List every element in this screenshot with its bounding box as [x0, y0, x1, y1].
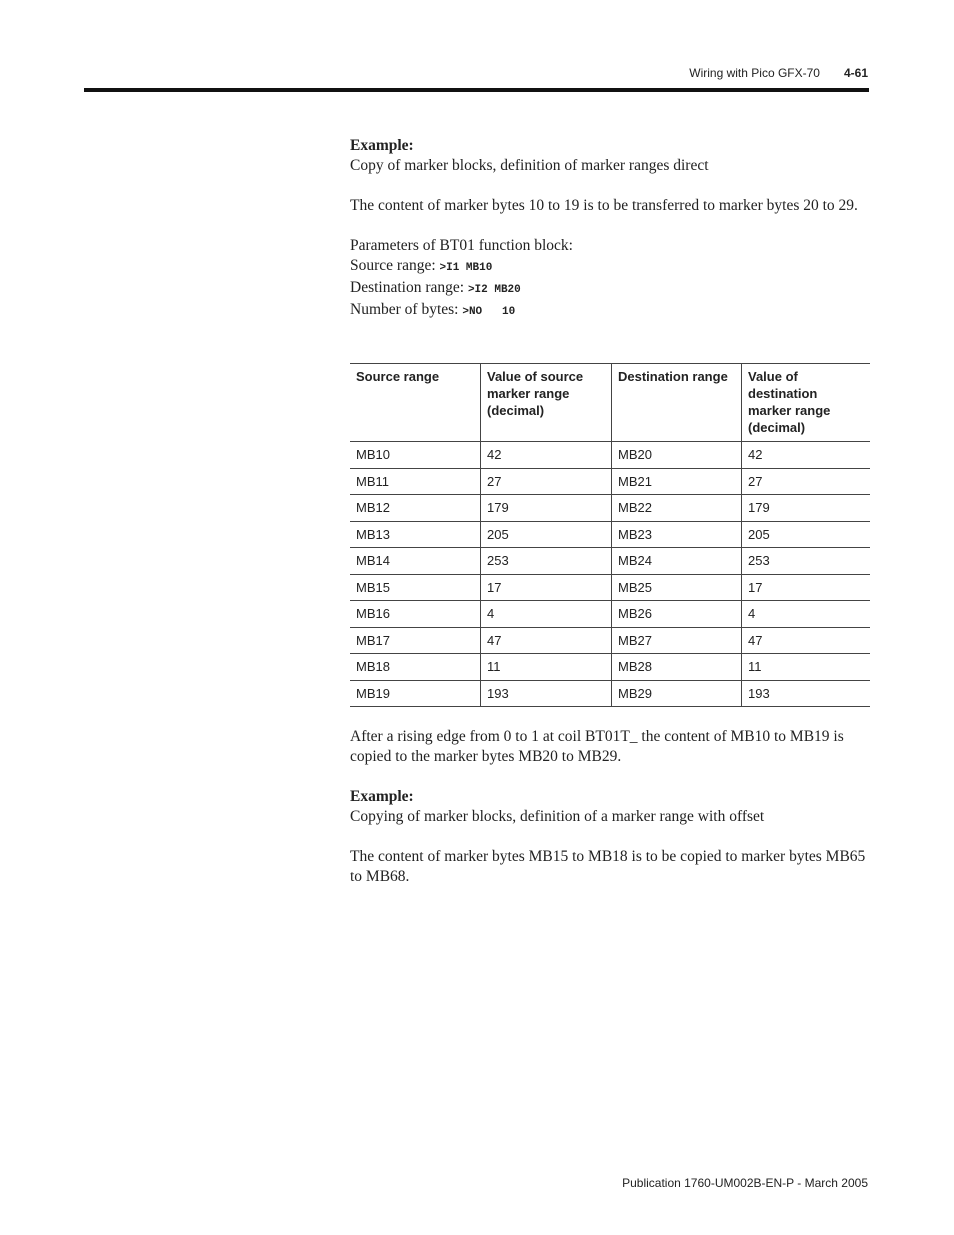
- table-cell: MB28: [612, 654, 742, 681]
- table-cell: 179: [742, 495, 871, 522]
- after-table-text: After a rising edge from 0 to 1 at coil BT01T_ the content of MB10 to MB19 is copied to the marker bytes MB20 to MB29.: [350, 728, 844, 765]
- column-header-destination-range: Destination range: [612, 364, 742, 442]
- column-header-destination-value: Value of destination marker range (decimal): [742, 364, 871, 442]
- table-cell: 17: [481, 574, 612, 601]
- example2-subtitle: Copying of marker blocks, definition of a marker range with offset: [350, 808, 765, 825]
- table-cell: MB18: [356, 659, 390, 674]
- table-cell: MB15: [356, 579, 390, 595]
- source-range-value: >I1 MB10: [439, 262, 493, 274]
- table-cell: MB19: [356, 685, 390, 701]
- table-cell: MB22: [612, 495, 742, 522]
- page-number: 4-61: [843, 66, 868, 80]
- table-cell: MB17: [356, 632, 390, 648]
- example1-description: The content of marker bytes 10 to 19 is to be transferred to marker bytes 20 to 29.: [350, 197, 858, 214]
- table-cell: 179: [481, 495, 612, 522]
- table-row: [350, 574, 870, 601]
- table-cell: 4: [742, 601, 871, 628]
- table-cell: 193: [742, 680, 871, 707]
- table-row: [350, 521, 870, 548]
- table-cell: MB11: [356, 473, 389, 489]
- table-row: [350, 654, 870, 681]
- header-rule: [84, 88, 869, 92]
- table-cell: 42: [481, 442, 612, 469]
- table-cell: 47: [481, 627, 612, 654]
- source-range-line: [350, 256, 870, 278]
- table-cell: MB13: [356, 526, 390, 542]
- table-cell: MB10: [356, 447, 390, 462]
- table-cell: 17: [742, 574, 871, 601]
- table-cell: MB25: [612, 574, 742, 601]
- example2-heading: Example:: [350, 788, 414, 805]
- table-cell: MB24: [612, 548, 742, 575]
- table-header-row: [350, 364, 870, 442]
- table-cell: 253: [481, 548, 612, 575]
- table-cell: MB16: [356, 606, 390, 621]
- header-title: Wiring with Pico GFX-70: [689, 66, 820, 80]
- table-cell: MB23: [612, 521, 742, 548]
- table-cell: MB21: [612, 468, 742, 495]
- table-cell: 193: [481, 680, 612, 707]
- number-of-bytes-value: >NO 10: [462, 306, 516, 318]
- table-cell: 27: [481, 468, 612, 495]
- table-row: [350, 601, 870, 628]
- table-cell: 47: [742, 627, 871, 654]
- destination-range-line: [350, 278, 870, 300]
- column-header-source-range: Source range: [356, 369, 440, 384]
- table-cell: MB20: [612, 442, 742, 469]
- number-of-bytes-label: Number of bytes:: [350, 301, 463, 318]
- table-cell: 4: [481, 601, 612, 628]
- example2-description: The content of marker bytes MB15 to MB18 is to be copied to marker bytes MB65 to MB68.: [350, 848, 866, 885]
- table-cell: MB29: [612, 680, 742, 707]
- table-row: [350, 495, 870, 522]
- table-cell: 253: [742, 548, 871, 575]
- destination-range-label: Destination range:: [350, 279, 468, 296]
- table-cell: MB26: [612, 601, 742, 628]
- page-footer: Publication 1760-UM002B-EN-P - March 2005: [622, 1176, 868, 1190]
- table-cell: MB12: [356, 500, 390, 515]
- table-cell: 27: [742, 468, 871, 495]
- table-cell: 11: [481, 654, 612, 681]
- number-of-bytes-line: [350, 300, 870, 322]
- source-range-label: Source range:: [350, 257, 440, 274]
- marker-range-table: [350, 363, 870, 707]
- table-row: [350, 680, 870, 707]
- table-cell: 205: [481, 521, 612, 548]
- table-row: [350, 442, 870, 469]
- page-header: [689, 66, 868, 80]
- params-title: Parameters of BT01 function block:: [350, 237, 573, 254]
- table-cell: 11: [742, 654, 871, 681]
- table-cell: MB14: [356, 553, 390, 568]
- table-cell: 42: [742, 442, 871, 469]
- main-content: [350, 136, 870, 887]
- example1-heading: Example:: [350, 137, 414, 154]
- destination-range-value: >I2 MB20: [467, 284, 521, 296]
- table-row: [350, 548, 870, 575]
- example1-subtitle: Copy of marker blocks, definition of marker ranges direct: [350, 157, 709, 174]
- table-cell: 205: [742, 521, 871, 548]
- table-row: [350, 468, 870, 495]
- column-header-source-value: Value of source marker range (decimal): [481, 364, 612, 442]
- table-cell: MB27: [612, 627, 742, 654]
- table-row: [350, 627, 870, 654]
